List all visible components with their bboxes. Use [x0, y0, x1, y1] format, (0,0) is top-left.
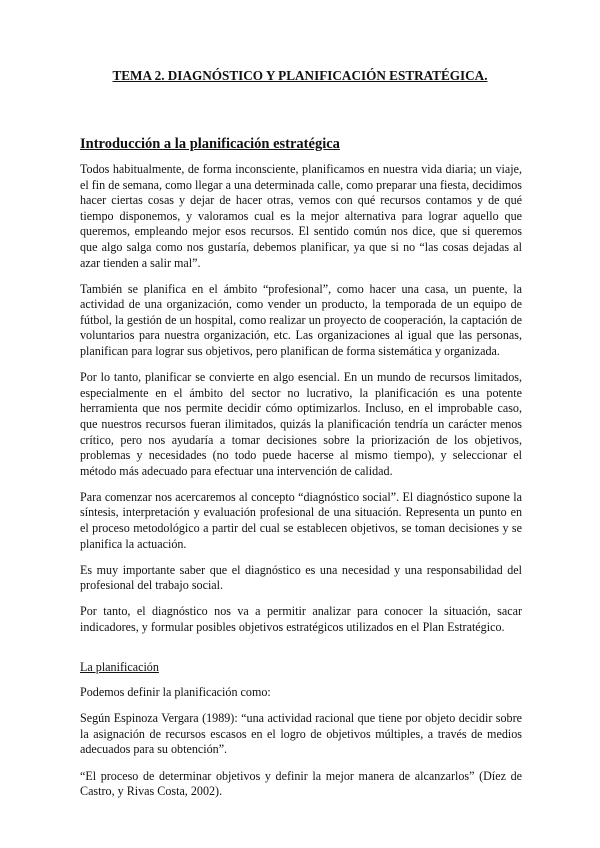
- definition-2: “El proceso de determinar objetivos y definir la mejor manera de alcanzarlos” (Díez de Castro, y Rivas Costa, 2002).: [80, 768, 522, 799]
- document-body: [80, 162, 522, 810]
- subheading: La planificación: [80, 659, 159, 674]
- paragraph-3: Por lo tanto, planificar se convierte en algo esencial. En un mundo de recursos limitados, especialmente en el ámbito del sector no lucrativo, la planificación es una potente herramienta que nos permite decidir cómo optimizarlos. Incluso, en el improbable caso, que nuestros recursos fueran ilimitados, quizás la planificación tendría un carácter menos crítico, pero nos ayudaría a tomar decisiones sobre la priorización de los objetivos, problemas y necesidades (no todo puede hacerse al mismo tiempo), y seleccionar el método más adecuado para efectuar una intervención de calidad.: [80, 370, 522, 478]
- document-title: TEMA 2. DIAGNÓSTICO Y PLANIFICACIÓN ESTRATÉGICA.: [112, 68, 488, 83]
- paragraph-5: Es muy importante saber que el diagnóstico es una necesidad y una responsabilidad del profesional del trabajo social.: [80, 562, 522, 593]
- paragraph-4: Para comenzar nos acercaremos al concepto “diagnóstico social”. El diagnóstico supone la síntesis, interpretación y evaluación profesional de una situación. Representa un punto en el proceso metodológico a partir del cual se establecen objetivos, se toman decisiones y se planifica la actuación.: [80, 489, 522, 551]
- intro-line: Podemos definir la planificación como:: [80, 685, 271, 700]
- paragraph-6: Por tanto, el diagnóstico nos va a permitir analizar para conocer la situación, sacar indicadores, y formular posibles objetivos estratégicos utilizados en el Plan Estratégico.: [80, 604, 522, 634]
- paragraph-1: Todos habitualmente, de forma inconsciente, planificamos en nuestra vida diaria; un viaje, el fin de semana, como llegar a una determinada calle, como preparar una fiesta, decidimos hacer ciertas cosas y dejar de hacer otras, vemos con qué recursos contamos y de qué tiempo disponemos, y valoramos cual es la mejor alternativa para lograr aquello que queremos, empleando mejor esos recursos. El sentido común nos dice, que si queremos que algo salga como nos gustaría, debemos planificar, ya que si no “las cosas dejadas al azar tienden a salir mal”.: [80, 162, 522, 270]
- section-heading: Introducción a la planificación estratégica: [80, 136, 340, 152]
- definition-1: Según Espinoza Vergara (1989): “una actividad racional que tiene por objeto decidir sobre la asignación de recursos escasos en el logro de objetivos múltiples, a través de medios adecuados para su obtención”.: [80, 711, 522, 757]
- paragraph-2: También se planifica en el ámbito “profesional”, como hacer una casa, un puente, la actividad de una organización, como vender un producto, la temporada de un equipo de fútbol, la gestión de un hospital, como realizar un proyecto de cooperación, la captación de voluntarios para nuestra organización, etc. Las organizaciones al igual que las personas, planifican para lograr sus objetivos, pero planifican de forma sistemática y organizada.: [80, 281, 522, 359]
